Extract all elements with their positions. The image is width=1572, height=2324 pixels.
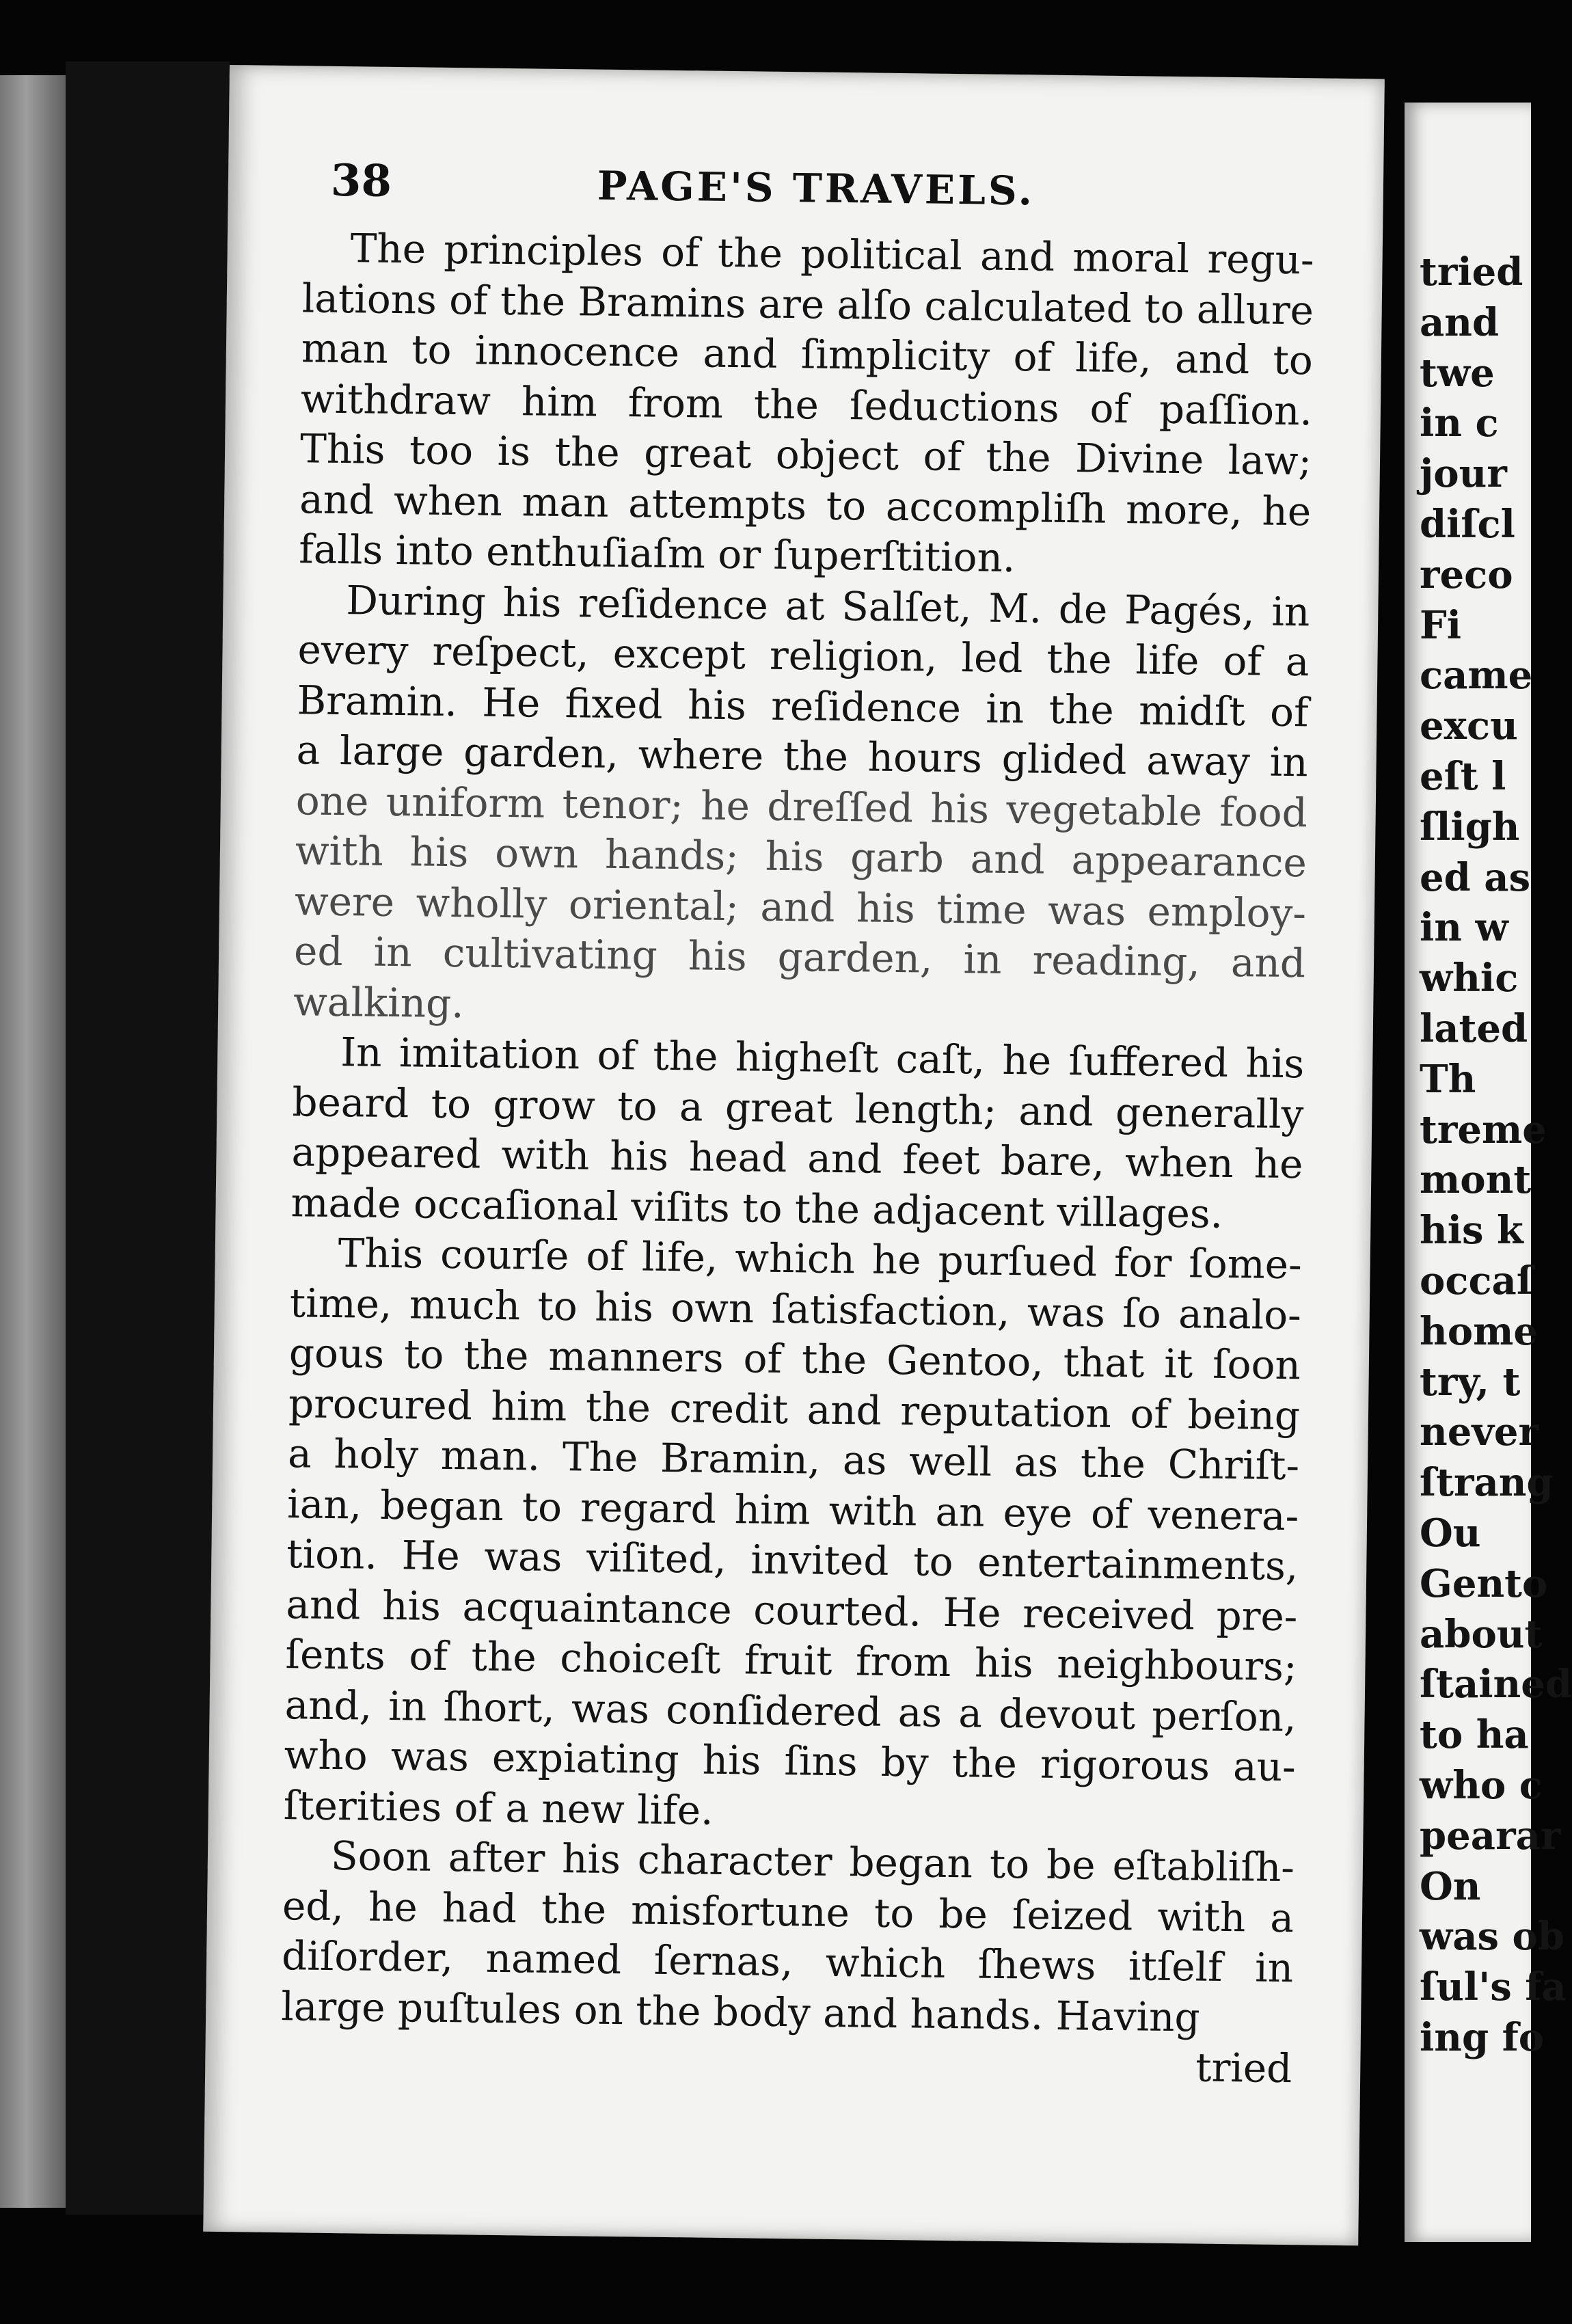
text-line: man to innocence and ſimplicity of life, and to [301,325,1314,384]
facing-page-text-fragment: ſligh [1420,805,1520,850]
facing-page-text-fragment: ſtained [1420,1662,1572,1707]
text-line: a holy man. The Bramin, as well as the Chriſt- [287,1430,1300,1489]
text-line: with his own hands; his garb and appearance [295,827,1307,887]
facing-page-text-fragment: lated [1420,1006,1528,1051]
facing-page-text-fragment: about [1420,1612,1543,1657]
facing-page-text-fragment: twe [1420,351,1495,396]
text-line: ſents of the choiceſt fruit from his neighbours; [285,1631,1297,1690]
text-line: walking. [293,977,465,1027]
page-header [330,155,1301,228]
text-line: This courſe of life, which he purſued for ſome- [338,1230,1303,1288]
facing-page-text-fragment: his k [1420,1208,1523,1253]
facing-page-text-fragment: Fi [1420,603,1462,648]
text-line: Soon after his character began to be eſtabliſh- [330,1833,1295,1891]
book-page [203,65,1385,2245]
facing-page-text-fragment: diſcl [1420,502,1515,547]
facing-page-text-fragment: to ha [1420,1712,1529,1757]
text-line: and, in ſhort, was conſidered as a devout perſon, [284,1681,1297,1740]
facing-page-text-fragment: in c [1420,401,1499,446]
facing-page-text-fragment: mont [1420,1157,1532,1202]
facing-page-text-fragment: ed as [1420,855,1531,900]
text-line: In imitation of the higheſt caſt, he ſuffered his [340,1029,1305,1087]
text-line: diſorder, named ſernas, which ſhews itſelf in [281,1932,1294,1992]
text-line: ed, he had the misfortune to be ſeized with a [282,1882,1295,1941]
text-line: withdraw him from the ſeductions of paſſion. [300,375,1313,434]
facing-page-text-fragment: Th [1420,1057,1476,1102]
facing-page-text-fragment: occaſ [1420,1258,1533,1303]
facing-page-text-fragment: home [1420,1309,1538,1354]
facing-page-text-fragment: and [1420,300,1500,345]
left-page-edge [0,75,66,2208]
text-line: This too is the great object of the Divine law; [299,425,1312,485]
body-text [280,223,1314,2094]
page-number: 38 [330,154,392,207]
text-line: and his acquaintance courted. He received pre- [286,1580,1298,1640]
paragraph [290,1027,1304,1240]
facing-page-text-fragment: in w [1420,905,1508,950]
text-line: During his reſidence at Salſet, M. de Pagés, in [346,576,1310,635]
facing-page-text-fragment: tried [1420,249,1523,295]
facing-page-text-fragment: ſtrang [1420,1460,1554,1505]
facing-page-text-fragment: ing fo [1420,2015,1545,2060]
text-line: who was expiating his ſins by the rigorous au- [284,1731,1297,1791]
facing-page-text-fragment: was ob [1420,1914,1565,1959]
facing-page-text-fragment: eſt l [1420,754,1506,799]
facing-page-text-fragment: whic [1420,956,1519,1001]
facing-page-text-fragment: On [1420,1864,1481,1909]
facing-page-text-fragment: pearar [1420,1813,1561,1859]
facing-page-text-fragment: ſul's fa [1420,1964,1567,2010]
facing-page-text-fragment: Gento [1420,1561,1548,1606]
text-line: ian, began to regard him with an eye of venera- [286,1480,1299,1539]
text-line: large puſtules on the body and hands. Having [280,1982,1201,2041]
text-line: beard to grow to a great length; and generally [292,1078,1304,1137]
facing-page-text-fragment: reco [1420,552,1513,597]
book-binding-shadow [66,62,230,2215]
paragraph [281,1830,1295,2044]
text-line: tion. He was viſited, invited to entertainments, [286,1530,1299,1590]
facing-page-text-fragment: who c [1420,1763,1543,1808]
text-line: procured him the credit and reputation of being [288,1379,1301,1439]
facing-page-text-fragment: Ou [1420,1511,1481,1556]
facing-page-text-fragment: excu [1420,703,1518,748]
facing-page-edge [1405,103,1572,2242]
text-line: and when man attempts to accompliſh more, he [299,475,1312,535]
running-title: PAGE'S TRAVELS. [597,162,1035,215]
text-line: appeared with his head and feet bare, when he [291,1129,1303,1188]
text-line: every reſpect, except religion, led the life of a [297,626,1310,686]
text-line: lations of the Bramins are alſo calculated to allure [301,274,1314,334]
text-line: a large garden, where the hours glided away in [296,727,1309,786]
text-line: time, much to his own ſatisfaction, was ſo analo- [289,1279,1302,1338]
paragraph [283,1228,1302,1843]
facing-page-text-fragment: never [1420,1409,1539,1455]
paragraph [293,575,1310,1040]
text-line: were wholly oriental; and his time was employ- [294,877,1307,936]
facing-page-text-fragment: treme [1420,1107,1547,1152]
text-line: ed in cultivating his garden, in reading, and [293,928,1306,987]
facing-page-text-fragment: try, t [1420,1360,1521,1405]
text-line: gous to the manners of the Gentoo, that it ſoon [288,1329,1301,1389]
text-line: falls into enthuſiaſm or ſuperſtition. [298,526,1016,582]
text-line: made occaſional viſits to the adjacent villages. [290,1178,1223,1237]
facing-page-text-fragment: came [1420,653,1533,698]
catchword: tried [1195,2044,1292,2092]
paragraph [299,223,1314,587]
text-line: ſterities of a new life. [283,1781,714,1834]
text-line: Bramin. He fixed his reſidence in the midſt of [297,676,1309,735]
text-line: one uniform tenor; he dreſſed his vegetable food [295,776,1308,836]
text-line: The principles of the political and moral regu- [350,225,1315,284]
facing-page-text-fragment: jour [1420,451,1507,496]
